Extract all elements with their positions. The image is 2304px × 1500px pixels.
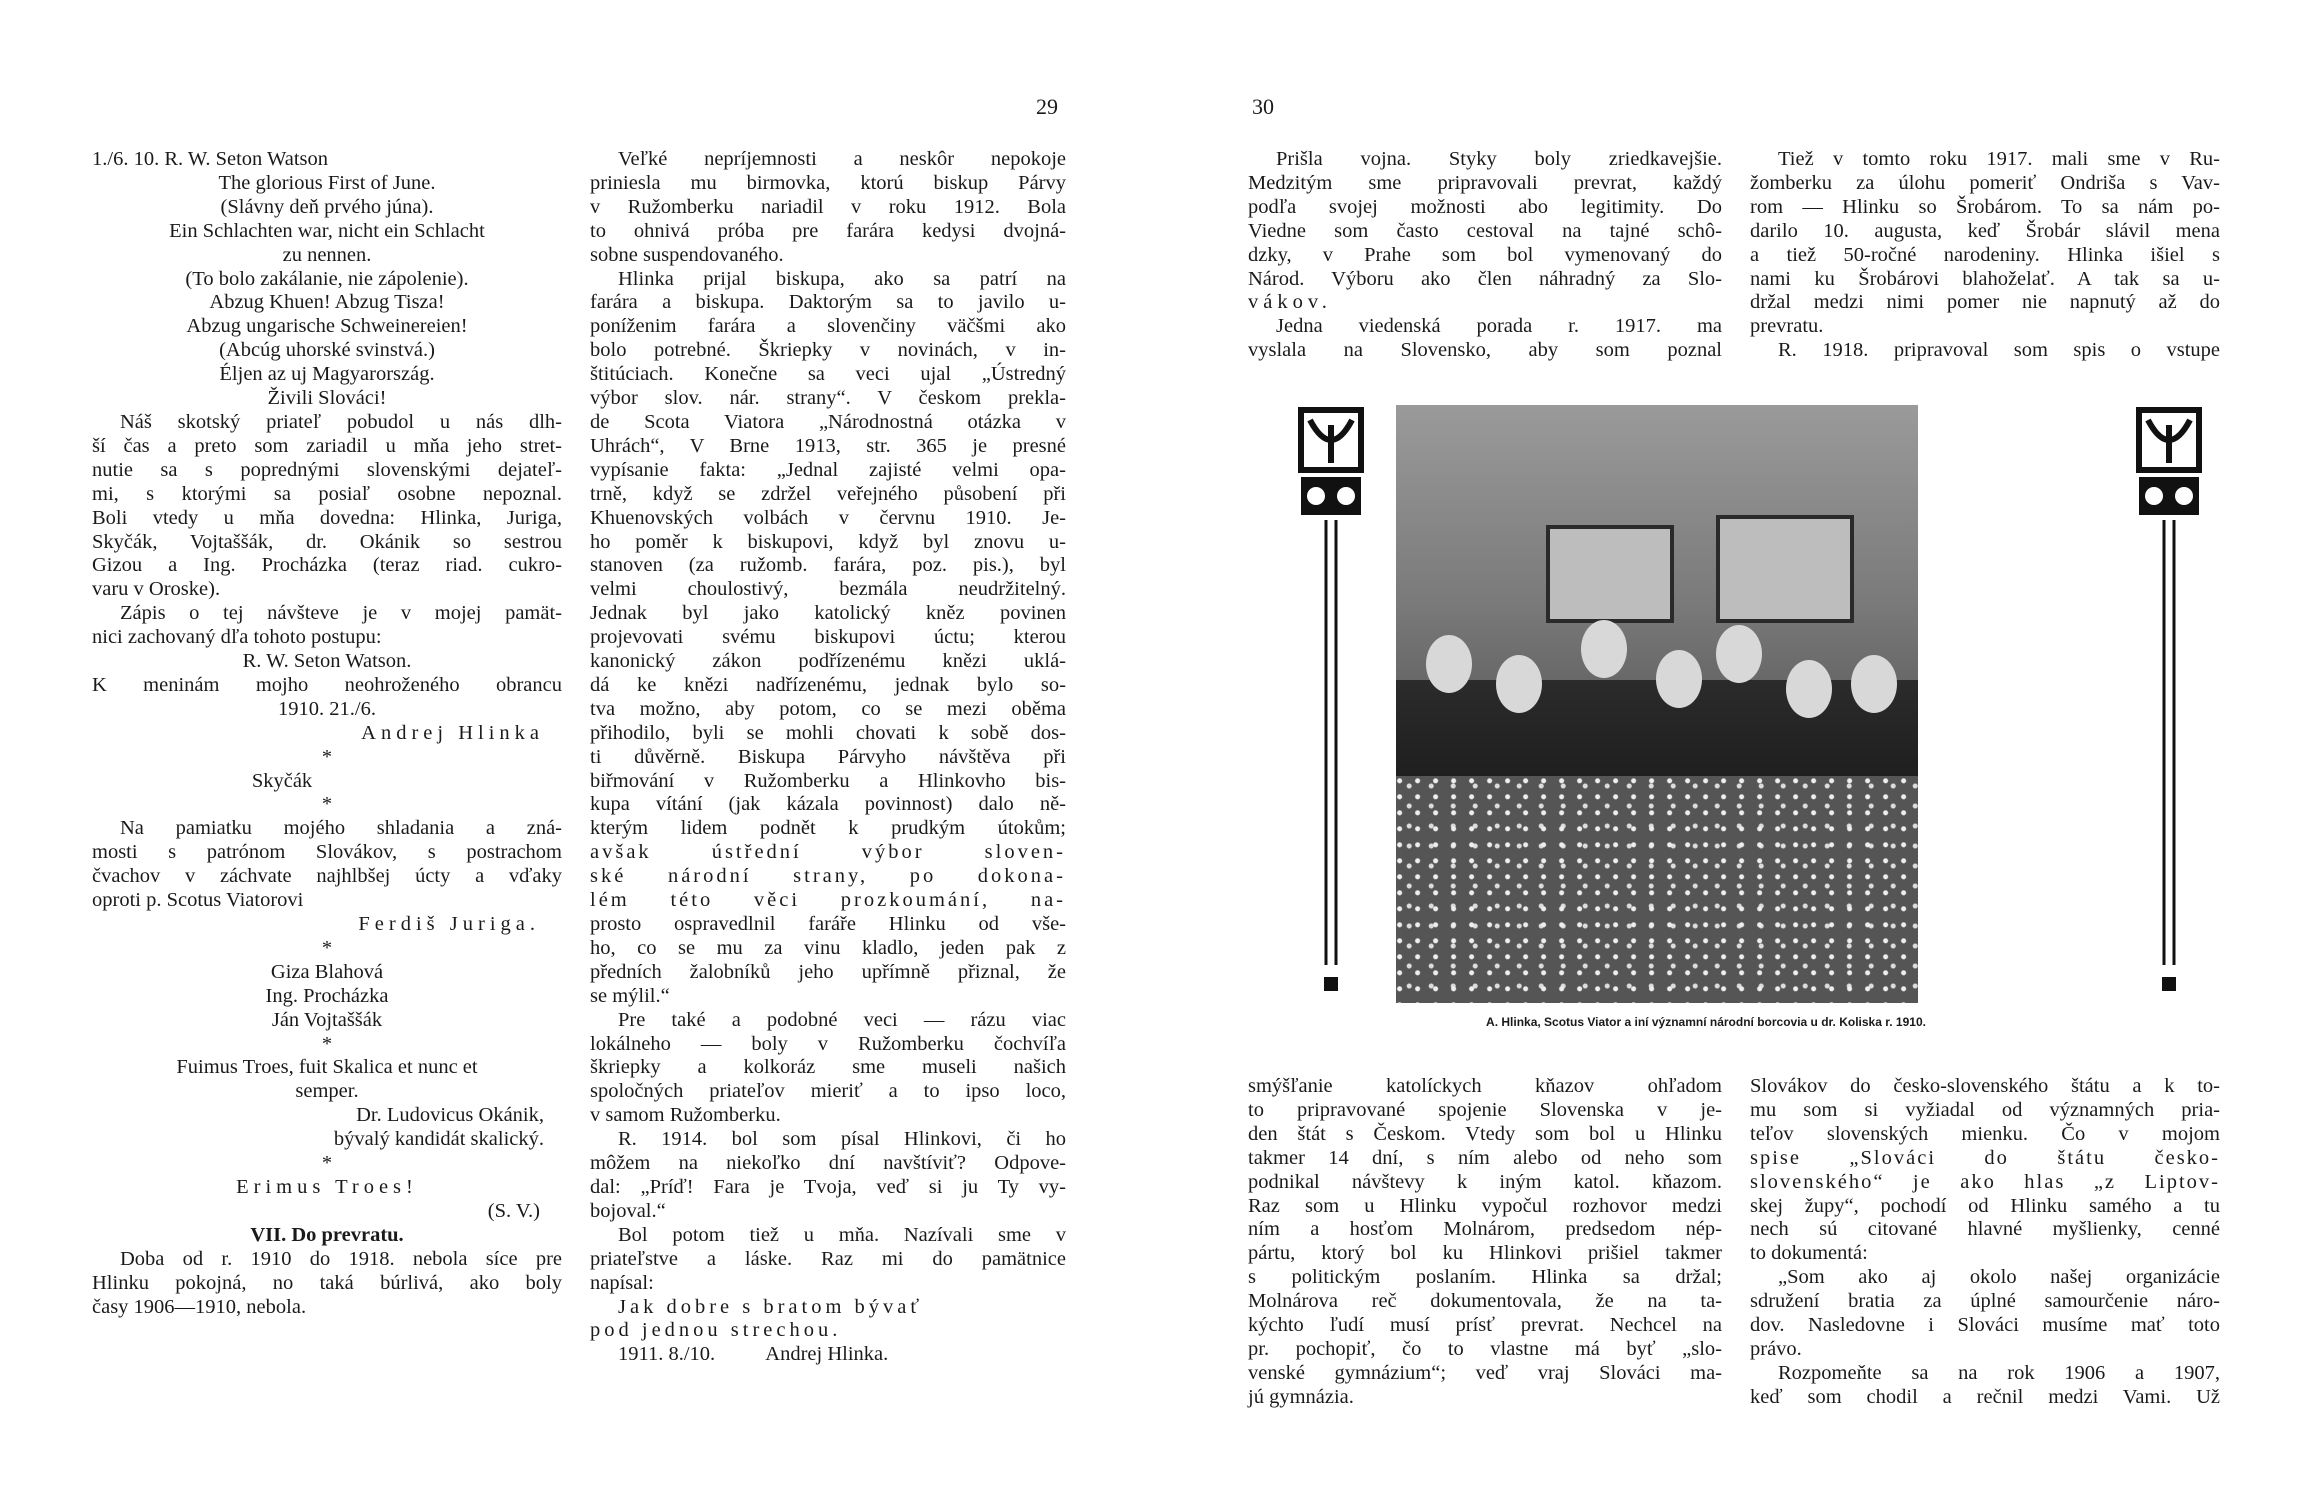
text-line: poníženim farára a slovenčiny väčšmi ako (590, 315, 1066, 338)
text-line: Viedne som často cestoval na tajné schô- (1248, 219, 1722, 242)
text-line: takmer 14 dní, s ním alebo od neho som (1248, 1146, 1722, 1169)
text-line: Molnárova reč dokumentovala, že na ta- (1248, 1290, 1722, 1313)
text-line: štitúciach. Konečne sa veci ujal „Ústredný (590, 363, 1066, 386)
text-line: skej župy“, pochodí od Hlinku samého a tu (1750, 1194, 2220, 1217)
text-line: Raz som u Hlinku vypočul rozhovor medzi (1248, 1194, 1722, 1217)
text-line: (To bolo zakálanie, nie zápolenie). (185, 267, 469, 290)
text-line: právo. (1750, 1337, 1802, 1360)
photo-face (1786, 660, 1832, 718)
text-line: to ohnivá próba pre farára kedysi dvojná- (590, 219, 1066, 242)
photo-face (1426, 635, 1472, 693)
text-line: podľa svojej možnosti abo legitimity. Do (1248, 195, 1722, 218)
text-line: v Ružomberku nariadil v roku 1912. Bola (590, 195, 1066, 218)
photo-face (1851, 655, 1897, 713)
text-line: žomberku za úlohu pomeriť Ondriša s Vav- (1750, 171, 2220, 194)
text-line: (Slávny deň prvého júna). (220, 195, 434, 218)
text-line: tva možno, aby potom, co se mezi oběma (590, 697, 1066, 720)
text-line: Náš skotský priateľ pobudol u nás dlh- (120, 410, 562, 433)
signature-line: Giza Blahová (270, 960, 384, 983)
text-line: 1910. 21./6. (278, 697, 376, 720)
text-line: pr. pochopiť, čo to vlastne má byť „slo- (1248, 1337, 1722, 1360)
text-line: Medzitým sme pripravovali prevrat, každý (1248, 171, 1722, 194)
column-4-top (1750, 148, 2220, 363)
text-line: Boli vtedy u mňa dovedna: Hlinka, Juriga, (92, 506, 562, 529)
ornament-swirl (2175, 487, 2193, 505)
text-line: dá ke knězi nadřízenému, jednak bylo so- (590, 673, 1066, 696)
text-line: Jedna viedenská porada r. 1917. ma (1276, 315, 1722, 338)
photo-face (1716, 625, 1762, 683)
text-line: Veľké nepríjemnosti a neskôr nepokoje (618, 148, 1066, 170)
text-line: vákov. (1248, 291, 1332, 314)
text-line: Na pamiatku mojého shladania a zná- (120, 817, 562, 840)
photo-caption: A. Hlinka, Scotus Viator a iní významní národní borcovia u dr. Koliska r. 1910. (1486, 1015, 1926, 1029)
text-line: to pripravované spojenie Slovenska v je- (1248, 1098, 1722, 1121)
text-line: 1./6. 10. R. W. Seton Watson (92, 148, 329, 170)
text-line: „Som ako aj okolo našej organizácie (1778, 1266, 2220, 1289)
text-line: Doba od r. 1910 do 1918. nebola síce pre (120, 1247, 562, 1270)
ornament-square (2162, 977, 2176, 991)
signature-line: 1911. 8./10. Andrej Hlinka. (618, 1343, 889, 1366)
text-line: venské gymnázium“; veď vraj Slováci ma- (1248, 1361, 1722, 1384)
text-line: R. 1918. pripravoval som spis o vstupe (1778, 339, 2220, 362)
text-line: a tiež 50-ročné narodeniny. Hlinka išiel s (1750, 243, 2220, 266)
text-line: napísal: (590, 1271, 654, 1294)
signature-line: Dr. Ludovicus Okánik, (356, 1104, 544, 1127)
text-line: výbor slov. nár. strany“. V českom prekla- (590, 387, 1066, 410)
text-line: (Abcúg uhorské svinstvá.) (219, 339, 435, 362)
text-line: Hlinku pokojná, no taká búrlivá, ako boly (92, 1271, 562, 1294)
text-line: K meninám mojho neohroženého obrancu (92, 673, 562, 696)
text-line: Fuimus Troes, fuit Skalica et nunc et (176, 1056, 478, 1079)
text-line: lém této věci prozkoumání, na- (590, 889, 1066, 912)
photo-face (1496, 655, 1542, 713)
text-line: môžem na niekoľko dní navštíviť? Odpove- (590, 1152, 1066, 1175)
text-line: Uhrách“, V Brne 1913, str. 365 je presné (590, 434, 1066, 457)
text-line: Bol potom tiež u mňa. Nazívali sme v (618, 1223, 1066, 1246)
right-ornament (2134, 405, 2204, 1005)
text-line: kterým lidem podnět k prudkým útokům; (590, 817, 1066, 840)
text-line: mu som si vyžiadal od významných pria- (1750, 1098, 2220, 1121)
text-line: Pre také a podobné veci — rázu viac (618, 1008, 1066, 1031)
text-line: Prišla vojna. Styky boly zriedkavejšie. (1276, 148, 1722, 170)
text-line: de Scota Viatora „Národnostná otázka v (590, 410, 1066, 433)
text-line: Hlinka prijal biskupa, ako sa patrí na (618, 267, 1066, 290)
signature-line: Erimus Troes! (236, 1175, 418, 1198)
ornament-swirl (1307, 487, 1325, 505)
text-line: (S. V.) (487, 1199, 540, 1222)
text-line: to dokumentá: (1750, 1242, 1868, 1265)
ornament-glyph (1310, 420, 1352, 463)
text-line: mi, s ktorými sa posiaľ osobne nepoznal. (92, 482, 562, 505)
text-line: pod jednou strechou. (590, 1319, 842, 1342)
text-line: The glorious First of June. (218, 171, 436, 194)
text-line: Ein Schlachten war, nicht ein Schlacht (169, 219, 485, 242)
photo-face (1656, 650, 1702, 708)
ornament-square (1324, 977, 1338, 991)
text-line: jú gymnázia. (1248, 1385, 1354, 1408)
photo-face (1581, 620, 1627, 678)
text-line: stanoven (za ružomb. farára, poz. pis.), byl (590, 554, 1066, 577)
page-number-left: 29 (1036, 94, 1058, 119)
text-line: Tiež v tomto roku 1917. mali sme v Ru- (1778, 148, 2220, 170)
text-line: teľov slovenských mienku. Čo v mojom (1750, 1122, 2220, 1145)
text-line: prosto ospravedlnil faráře Hlinku od vše- (590, 913, 1066, 935)
signature-line: Ján Vojtaššák (271, 1008, 383, 1031)
ornament-glyph (2148, 420, 2190, 463)
text-line: ské národní strany, po dokona- (590, 865, 1066, 888)
text-line: nech sú citované hlavné myšlienky, cenné (1750, 1218, 2220, 1241)
text-line: projevovati svému biskupovi úctu; kterou (590, 626, 1066, 649)
text-line: lokálneho — boly v Ružomberku čochvíľa (590, 1032, 1066, 1055)
page-number-right: 30 (1252, 94, 1274, 119)
text-line: semper. (295, 1080, 359, 1103)
signature-line: Ferdiš Juriga. (358, 913, 540, 935)
text-line: Národ. Výboru ako člen náhradný za Slo- (1248, 267, 1722, 290)
signature-line: Ing. Procházka (265, 984, 389, 1007)
text-line: přihodilo, byli se mohli chovati k sobě dos- (590, 721, 1066, 744)
text-line: Jednak byl jako katolický kněz povinen (590, 602, 1066, 625)
text-line: Jak dobre s bratom bývať (618, 1295, 924, 1318)
left-ornament (1296, 405, 1366, 1005)
text-line: Gizou a Ing. Procházka (teraz riad. cukro- (92, 554, 562, 577)
text-line: dal: „Príď! Fara je Tvoja, veď si ju Ty vy- (590, 1175, 1066, 1198)
text-line: nutie sa s poprednými slovenskými dejateľ- (92, 458, 562, 481)
text-line: bojoval.“ (590, 1199, 666, 1222)
column-3-top (1248, 148, 1722, 363)
text-line: Zápis o tej návšteve je v mojej pamät- (120, 602, 562, 625)
text-line: škriepky a kolkoráz sme museli našich (590, 1056, 1066, 1079)
text-line: ním a hosťom Molnárom, predsedom nép- (1248, 1218, 1722, 1241)
signature-line: Skyčák (251, 769, 313, 792)
text-line: vyslala na Slovensko, aby som poznal (1248, 339, 1722, 362)
text-line: časy 1906—1910, nebola. (92, 1295, 307, 1318)
separator-star: * (321, 793, 333, 816)
photo-flowers (1396, 776, 1918, 1003)
text-line: kýchto ľudí musí prísť prevrat. Nechcel na (1248, 1314, 1722, 1337)
text-line: držal medzi nimi pomer nie napnutý až do (1750, 291, 2220, 314)
text-line: spise „Slováci do štátu česko- (1750, 1146, 2220, 1169)
text-line: bolo potrebné. Škriepky v novinách, v in- (590, 339, 1066, 362)
text-line: avšak ústřední výbor sloven- (590, 841, 1066, 864)
column-4-bottom (1750, 1075, 2220, 1410)
text-line: vypísanie fakta: „Jednal zajisté velmi opa- (590, 458, 1066, 481)
text-line: Abzug Khuen! Abzug Tisza! (209, 291, 445, 314)
text-line: spoločných priateľov mieriť a to ipso loco, (590, 1080, 1066, 1103)
text-line: ti důvěrně. Biskupa Párvyho návštěva při (590, 745, 1066, 768)
text-line: priniesla mu birmovka, ktorú biskup Párvy (590, 171, 1066, 194)
text-line: slovenského“ je ako hlas „z Liptov- (1750, 1170, 2220, 1193)
text-line: trně, když se zdržel veřejného působení při (590, 482, 1066, 505)
text-line: ho poměr k biskupovi, když byl znovu u- (590, 530, 1066, 553)
text-line: priateľstve a láske. Raz mi do pamätnice (590, 1247, 1066, 1270)
text-line: sdružení bratia za úplné samourčenie náro- (1750, 1290, 2220, 1313)
photo-picture-frame (1546, 525, 1674, 623)
separator-star: * (321, 745, 333, 768)
text-line: farára a biskupa. Daktorým sa to javilo u- (590, 291, 1066, 314)
text-line: dov. Nasledovne i Slováci musíme mať toto (1750, 1314, 2220, 1337)
text-line: R. 1914. bol som písal Hlinkovi, či ho (618, 1128, 1066, 1151)
ornament-swirl (1337, 487, 1355, 505)
text-line: mosti s patrónom Slovákov, s postrachom (92, 841, 562, 864)
signature-line: Andrej Hlinka (361, 721, 544, 744)
text-line: darilo 10. augusta, keď Šrobár slávil mena (1750, 219, 2220, 242)
signature-line: bývalý kandidát skalický. (333, 1128, 544, 1151)
text-line: den štát s Českom. Vtedy som bol u Hlinku (1248, 1122, 1722, 1145)
signature-line: R. W. Seton Watson. (242, 650, 412, 673)
text-line: se mýlil.“ (590, 984, 670, 1007)
separator-star: * (321, 1032, 333, 1055)
ornament-swirl (2145, 487, 2163, 505)
text-line: Abzug ungarische Schweinereien! (186, 315, 468, 338)
separator-star: * (321, 1152, 333, 1175)
text-line: pártu, ktorý bol ku Hlinkovi prišiel takmer (1248, 1242, 1722, 1265)
column-1 (92, 148, 562, 1319)
text-line: kanonický zákon podřízenému knězi uklá- (590, 650, 1066, 673)
text-line: sobne suspendovaného. (590, 243, 784, 266)
photo-picture-frame (1716, 515, 1854, 623)
text-line: nami ku Šrobárovi blahoželať. A tak sa u- (1750, 267, 2220, 290)
text-line: Slovákov do česko-slovenského štátu a k to- (1750, 1075, 2220, 1097)
text-line: čvachov v záchvate najhlbšej úcty a vďaky (92, 865, 562, 888)
text-line: biřmování v Ružomberku a Hlinkovho bis- (590, 769, 1066, 792)
text-line: dzky, v Prahe som bol vymenovaný do (1248, 243, 1722, 266)
text-line: smýšľanie katolíckych kňazov ohľadom (1248, 1075, 1722, 1097)
separator-star: * (321, 936, 333, 959)
group-photograph (1396, 405, 1918, 1003)
text-line: keď som chodil a rečnil medzi Vami. Už (1750, 1385, 2220, 1408)
text-line: předních žalobníků jeho upřímně přiznal, že (590, 960, 1066, 983)
text-line: s politickým poslaním. Hlinka sa držal; (1248, 1266, 1722, 1289)
text-line: prevratu. (1750, 315, 1824, 338)
text-line: Khuenovských volbách v červnu 1910. Je- (590, 506, 1066, 529)
text-line: nici zachovaný dľa tohoto postupu: (92, 626, 382, 649)
text-line: kupa vítání (jak kázala povinnost) dalo ně- (590, 793, 1066, 816)
text-line: rom — Hlinku so Šrobárom. To sa nám po- (1750, 195, 2220, 218)
chapter-heading: VII. Do prevratu. (250, 1223, 404, 1246)
text-line: Rozpomeňte sa na rok 1906 a 1907, (1778, 1361, 2220, 1384)
text-line: zu nennen. (282, 243, 372, 266)
text-line: ho, co se mu za vinu kladlo, jeden pak z (590, 936, 1066, 959)
text-line: ší čas a preto som zariadil u mňa jeho stret- (92, 434, 562, 457)
text-line: oproti p. Scotus Viatorovi (92, 889, 304, 912)
text-line: Živili Slováci! (267, 387, 387, 410)
text-line: Éljen az uj Magyarország. (219, 363, 435, 386)
column-2 (590, 148, 1066, 1367)
text-line: velmi choulostivý, bezmála neudržitelný. (590, 578, 1066, 601)
text-line: v samom Ružomberku. (590, 1104, 781, 1127)
column-3-bottom (1248, 1075, 1722, 1410)
text-line: podnikal návštevy k iným katol. kňazom. (1248, 1170, 1722, 1193)
text-line: Skyčák, Vojtaššák, dr. Okánik so sestrou (92, 530, 562, 553)
text-line: varu v Oroske). (92, 578, 221, 601)
